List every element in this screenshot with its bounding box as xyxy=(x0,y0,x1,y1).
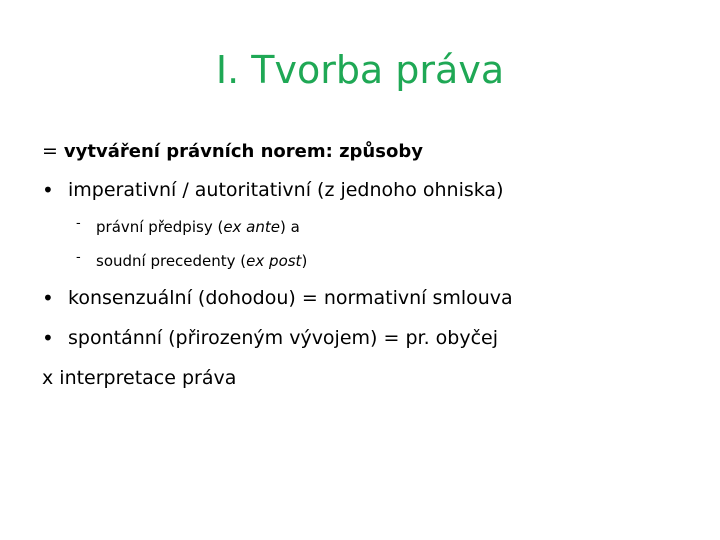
sub-bullet-item xyxy=(42,244,692,278)
sub-bullet-text-after: ) xyxy=(301,252,308,270)
sub-bullet-text-before: soudní precedenty ( xyxy=(96,252,247,270)
bullet-marker: • xyxy=(42,178,54,202)
lead-line xyxy=(42,132,692,170)
bullet-item xyxy=(42,278,692,318)
bullet-text: imperativní / autoritativní (z jednoho ohniska) xyxy=(68,179,504,201)
bullet-marker: • xyxy=(42,326,54,350)
sub-bullet-text-after: ) a xyxy=(280,218,300,236)
bullet-item xyxy=(42,170,692,210)
sub-bullet-marker: - xyxy=(76,216,81,231)
lead-prefix: = xyxy=(42,140,58,162)
sub-bullet-italic: ex post xyxy=(246,252,302,270)
slide-body xyxy=(42,132,692,398)
sub-bullet-marker: - xyxy=(76,250,81,265)
footer-line: x interpretace práva xyxy=(42,367,237,389)
bullet-item xyxy=(42,318,692,358)
bullet-text: spontánní (přirozeným vývojem) = pr. obyčej xyxy=(68,327,498,349)
lead-bold-text: vytváření právních norem: způsoby xyxy=(63,141,423,162)
bullet-text: konsenzuální (dohodou) = normativní smlouva xyxy=(68,287,513,309)
sub-bullet-italic: ex ante xyxy=(223,218,280,236)
bullet-marker: • xyxy=(42,286,54,310)
sub-bullet-item xyxy=(42,210,692,244)
slide-title: I. Tvorba práva xyxy=(215,48,505,92)
sub-bullet-text-before: právní předpisy ( xyxy=(96,218,224,236)
